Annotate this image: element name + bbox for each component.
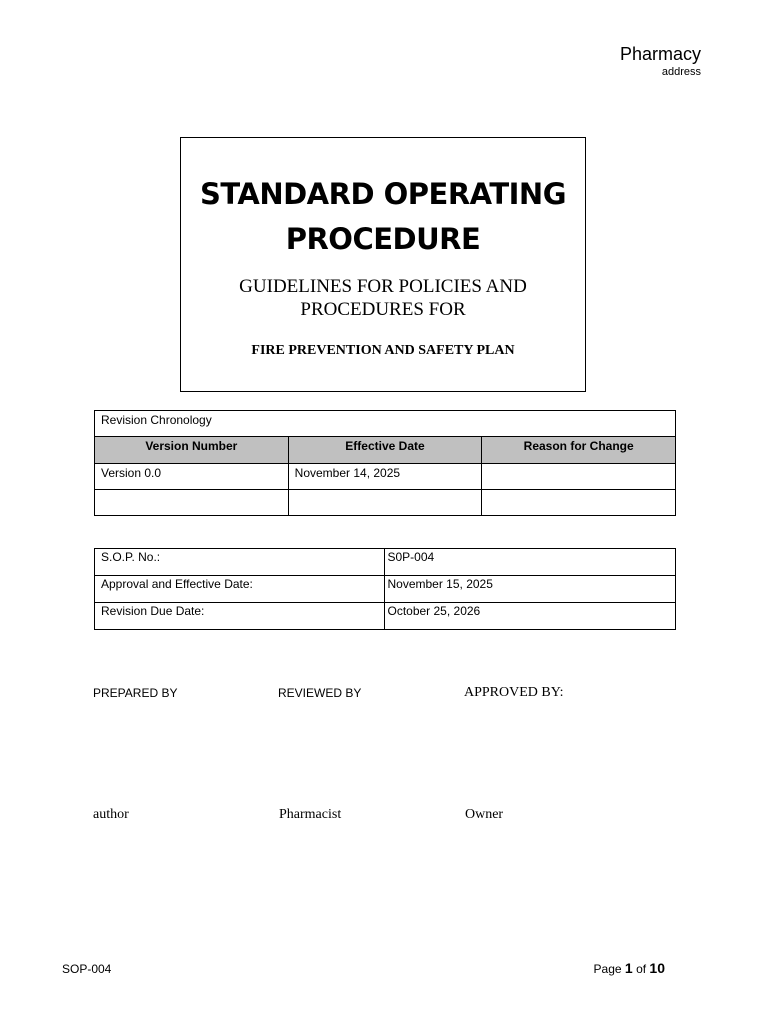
table-row	[95, 549, 676, 576]
revision-due-label: Revision Due Date:	[95, 603, 385, 630]
column-header-effective-date: Effective Date	[288, 437, 482, 464]
organization-name: Pharmacy	[619, 44, 701, 64]
page-number	[594, 960, 665, 976]
document-topic: FIRE PREVENTION AND SAFETY PLAN	[251, 343, 515, 358]
table-row	[95, 464, 676, 490]
table-header-row	[95, 437, 676, 464]
page-word: Page	[593, 962, 622, 976]
sop-details-table	[94, 548, 676, 630]
column-header-version: Version Number	[95, 437, 289, 464]
reviewed-by-name: Pharmacist	[279, 807, 342, 822]
sop-number-label: S.O.P. No.:	[95, 549, 385, 576]
document-subtitle-line1: GUIDELINES FOR POLICIES AND	[239, 276, 527, 297]
document-title	[181, 172, 585, 262]
page-of: of	[636, 962, 647, 976]
reviewed-by-label: REVIEWED BY	[278, 686, 362, 700]
prepared-by-name: author	[93, 807, 129, 822]
table-cell	[95, 490, 289, 516]
total-pages: 10	[649, 960, 665, 976]
revision-chronology-table	[94, 410, 676, 516]
prepared-by-label: PREPARED BY	[93, 686, 178, 700]
revision-caption: Revision Chronology	[95, 411, 676, 437]
footer-doc-code: SOP-004	[62, 962, 112, 976]
table-cell	[482, 464, 676, 490]
table-cell: November 14, 2025	[288, 464, 482, 490]
organization-address: address	[661, 66, 701, 78]
table-row	[95, 490, 676, 516]
title-box	[180, 137, 586, 392]
document-title-line2: PROCEDURE	[285, 222, 481, 256]
table-cell	[482, 490, 676, 516]
approved-by-label: APPROVED BY:	[464, 685, 564, 700]
table-caption-row	[95, 411, 676, 437]
approval-date-value: November 15, 2025	[385, 576, 676, 603]
approved-by-name: Owner	[465, 807, 504, 822]
document-subtitle	[181, 275, 585, 321]
table-cell	[288, 490, 482, 516]
table-cell: Version 0.0	[95, 464, 289, 490]
approval-date-label: Approval and Effective Date:	[95, 576, 385, 603]
table-row	[95, 603, 676, 630]
column-header-reason: Reason for Change	[482, 437, 676, 464]
sop-number-value: S0P-004	[385, 549, 676, 576]
organization-header	[620, 44, 701, 79]
document-title-line1: STANDARD OPERATING	[199, 177, 567, 211]
revision-due-value: October 25, 2026	[385, 603, 676, 630]
current-page: 1	[624, 960, 633, 976]
document-subtitle-line2: PROCEDURES FOR	[300, 299, 466, 320]
table-row	[95, 576, 676, 603]
